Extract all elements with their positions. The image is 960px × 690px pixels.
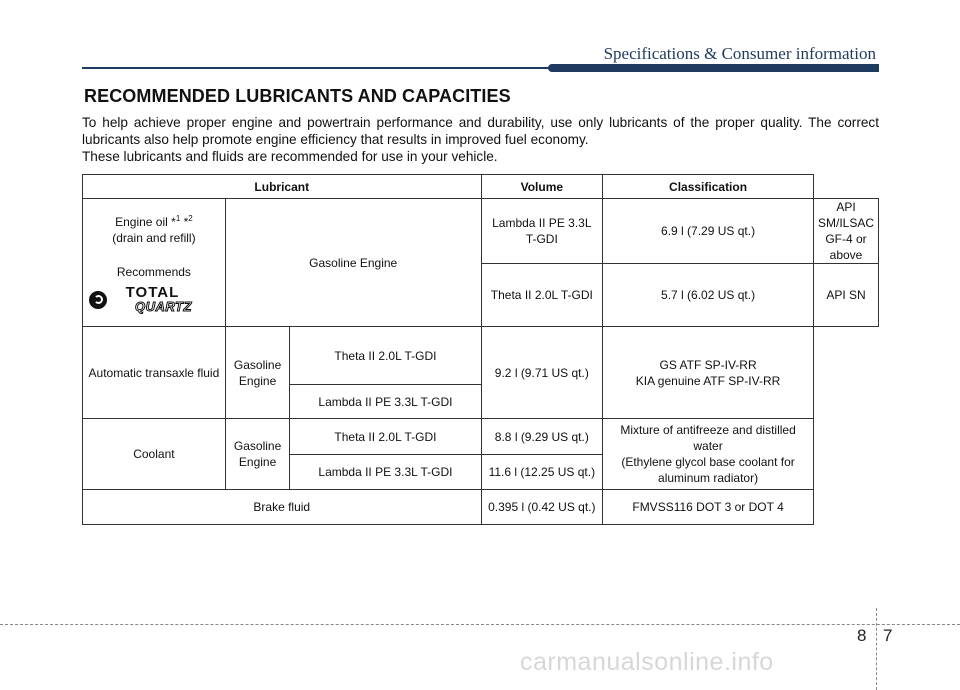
transaxle-engine-1: Theta II 2.0L T-GDI bbox=[290, 327, 481, 385]
running-header: Specifications & Consumer information bbox=[603, 44, 876, 63]
table-header-row bbox=[83, 175, 879, 199]
total-logo-icon bbox=[89, 291, 107, 309]
transaxle-engine-2: Lambda II PE 3.3L T-GDI bbox=[290, 385, 481, 419]
engine-oil-engine-2: Theta II 2.0L T-GDI bbox=[481, 264, 603, 327]
table-row bbox=[83, 327, 879, 385]
engine-oil-volume-2: 5.7 l (6.02 US qt.) bbox=[603, 264, 814, 327]
total-quartz-logo bbox=[89, 286, 221, 314]
coolant-volume-1: 8.8 l (9.29 US qt.) bbox=[481, 419, 603, 455]
chapter-number: 8 bbox=[857, 626, 867, 645]
transaxle-class-1: GS ATF SP-IV-RR bbox=[659, 357, 757, 372]
coolant-label: Coolant bbox=[83, 419, 226, 490]
engine-oil-engine-1: Lambda II PE 3.3L T-GDI bbox=[481, 199, 603, 264]
intro-paragraph: To help achieve proper engine and powertrain performance and durability, use only lubricants of the proper quality. The correct lubricants also help promote engine efficiency that results in improved fuel economy. bbox=[82, 115, 879, 147]
brake-classification: FMVSS116 DOT 3 or DOT 4 bbox=[603, 490, 814, 525]
footnote-1: 1 bbox=[175, 214, 181, 223]
engine-oil-class-2: API SN bbox=[813, 264, 878, 327]
transaxle-engine-type: Gasoline Engine bbox=[225, 327, 290, 419]
engine-oil-volume-1: 6.9 l (7.29 US qt.) bbox=[603, 199, 814, 264]
engine-oil-label: Engine oil * bbox=[115, 215, 176, 229]
brake-label: Brake fluid bbox=[83, 490, 482, 525]
footnote-2: 2 bbox=[188, 214, 193, 223]
footer-rule bbox=[0, 624, 960, 625]
page-number: 7 bbox=[883, 626, 893, 645]
transaxle-volume: 9.2 l (9.71 US qt.) bbox=[481, 327, 603, 419]
header-lubricant: Lubricant bbox=[83, 175, 482, 199]
coolant-engine-2: Lambda II PE 3.3L T-GDI bbox=[290, 455, 481, 490]
engine-oil-cell bbox=[83, 199, 226, 327]
coolant-volume-2: 11.6 l (12.25 US qt.) bbox=[481, 455, 603, 490]
coolant-engine-type: Gasoline Engine bbox=[225, 419, 290, 490]
coolant-engine-1: Theta II 2.0L T-GDI bbox=[290, 419, 481, 455]
transaxle-classification bbox=[603, 327, 814, 419]
table-row bbox=[83, 199, 879, 264]
coolant-class-1: Mixture of antifreeze and distilled water bbox=[620, 423, 796, 453]
coolant-classification bbox=[603, 419, 814, 490]
engine-oil-class-1: API SM/ILSAC GF-4 or above bbox=[813, 199, 878, 264]
table-row bbox=[83, 490, 879, 525]
lubricants-table bbox=[82, 174, 879, 525]
footer-divider bbox=[876, 608, 877, 690]
header-rule bbox=[82, 67, 879, 69]
transaxle-label: Automatic transaxle fluid bbox=[83, 327, 226, 419]
coolant-class-2: (Ethylene glycol base coolant for aluminum radiator) bbox=[621, 455, 795, 485]
brake-volume: 0.395 l (0.42 US qt.) bbox=[481, 490, 603, 525]
usage-paragraph: These lubricants and fluids are recommended for use in your vehicle. bbox=[82, 149, 498, 164]
watermark: carmanualsonline.info bbox=[520, 648, 774, 676]
engine-oil-engine-type: Gasoline Engine bbox=[225, 199, 481, 327]
logo-quartz-text: QUARTZ bbox=[135, 299, 192, 314]
header-volume: Volume bbox=[481, 175, 603, 199]
engine-oil-sub: (drain and refill) bbox=[112, 231, 196, 245]
transaxle-class-2: KIA genuine ATF SP-IV-RR bbox=[635, 373, 781, 388]
logo-total-text: TOTAL bbox=[125, 284, 180, 301]
recommends-label: Recommends bbox=[116, 265, 191, 279]
footnote-separator: * bbox=[180, 215, 189, 229]
table-row bbox=[83, 419, 879, 455]
header-classification: Classification bbox=[603, 175, 814, 199]
section-title: RECOMMENDED LUBRICANTS AND CAPACITIES bbox=[84, 86, 511, 106]
